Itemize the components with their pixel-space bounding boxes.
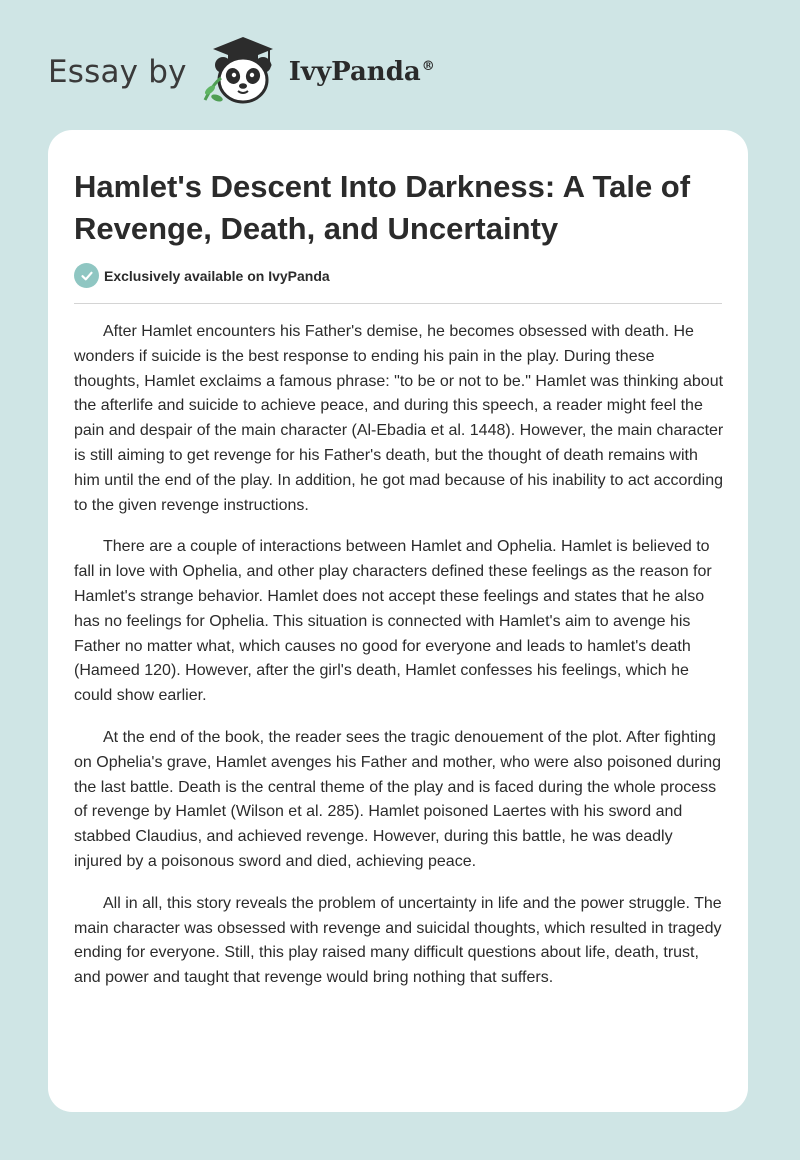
essay-body (74, 320, 724, 1008)
paragraph: All in all, this story reveals the problem of uncertainty in life and the power struggle. The main character was obsessed with revenge and suicidal thoughts, which resulted in tragedy ending for everyone. Still, this play raised many difficult questions about life, death, trust, and power and taught that revenge would bring nothing that suffers. (74, 894, 722, 987)
site-header (48, 34, 435, 110)
essay-card (48, 130, 748, 1112)
brand-name[interactable] (289, 57, 435, 87)
exclusive-label: Exclusively available on IvyPanda (104, 267, 330, 284)
registered-mark: ® (421, 59, 435, 75)
exclusive-badge (74, 263, 330, 288)
divider (74, 303, 722, 304)
paragraph: At the end of the book, the reader sees the tragic denouement of the plot. After fighting on Ophelia's grave, Hamlet avenges his Father and mother, who were also poisoned during the last battle. Death is the central theme of the play and is faced during the whole process of revenge by Hamlet (Wilson et al. 285). Hamlet poisoned Laertes with his sword and stabbed Claudius, and achieved revenge. However, during this battle, he was deadly injured by a poisonous sword and died, achieving peace. (74, 728, 721, 870)
panda-graduate-icon[interactable] (201, 32, 285, 113)
paragraph: After Hamlet encounters his Father's demise, he becomes obsessed with death. He wonders if suicide is the best response to ending his pain in the play. During these thoughts, Hamlet exclaims a famous phrase: "to be or not to be." Hamlet was thinking about the afterlife and suicide to achieve peace, and during this speech, a reader might feel the pain and despair of the main character (Al-Ebadia et al. 1448). However, the main character is still aiming to get revenge for his Father's death, but the thought of death remains with him until the end of the play. In addition, he got mad because of his inability to act according to the given revenge instructions. (74, 323, 724, 514)
brand-name-text: IvyPanda (288, 57, 421, 87)
check-circle-icon (74, 263, 99, 288)
essay-by-label: Essay by (48, 54, 187, 90)
essay-title: Hamlet's Descent Into Darkness: A Tale of Revenge, Death, and Uncertainty (74, 169, 691, 246)
paragraph: There are a couple of interactions between Hamlet and Ophelia. Hamlet is believed to fall in love with Ophelia, and other play characters defined these feelings as the reason for Hamlet's strange behavior. Hamlet does not accept these feelings and states that he also has no feelings for Ophelia. This situation is connected with Hamlet's aim to avenge his Father no matter what, which causes no good for everyone and leads to hamlet's death (Hameed 120). However, after the girl's death, Hamlet confesses his feelings, which he could show earlier. (74, 538, 712, 705)
